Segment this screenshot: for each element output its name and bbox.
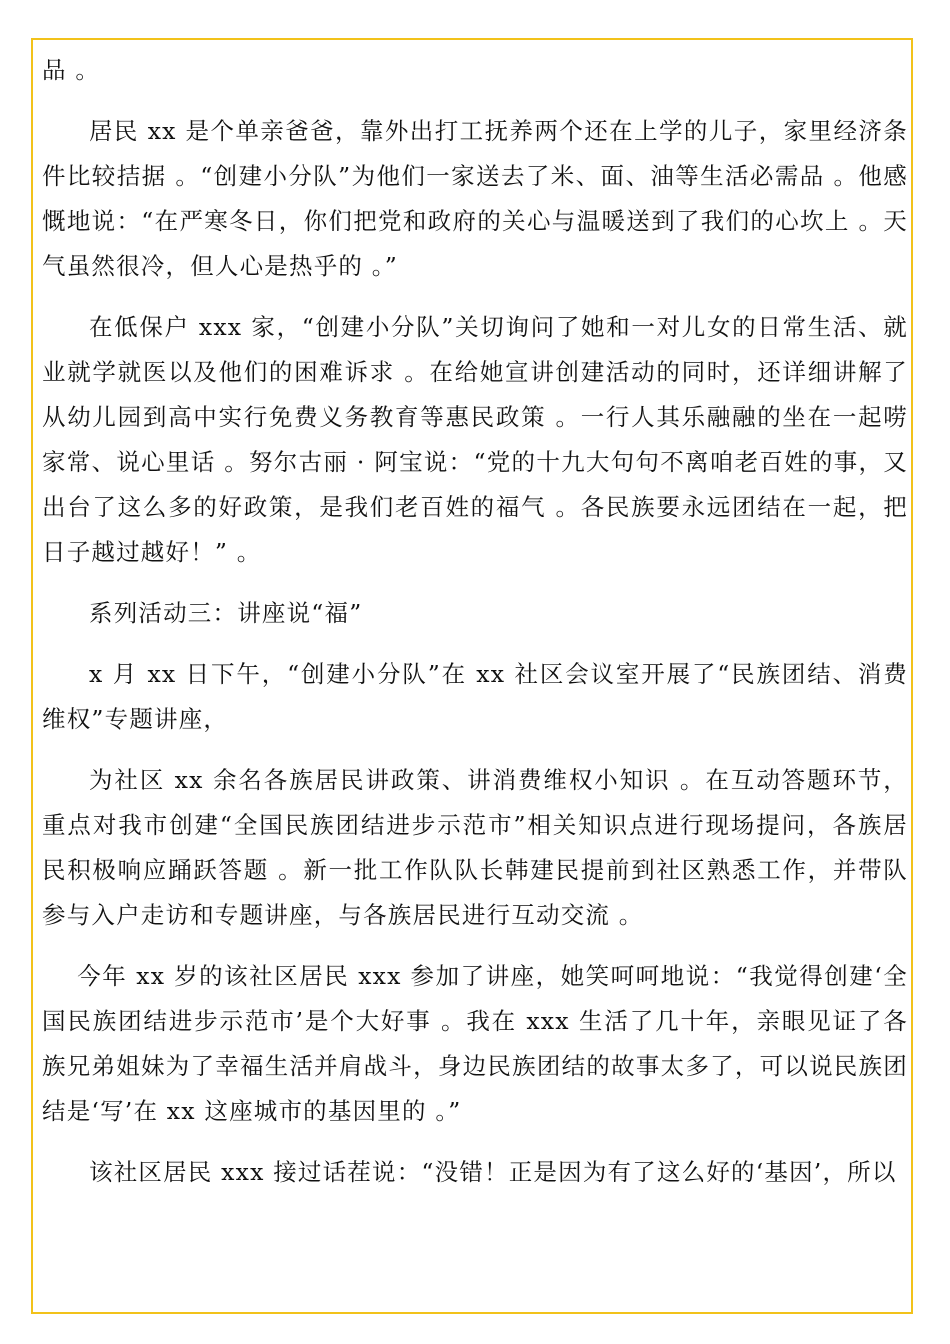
paragraph-4: x 月 xx 日下午，“创建小分队”在 xx 社区会议室开展了“民族团结、消费维权”专题讲座， — [42, 660, 908, 733]
paragraph-3: 在低保户 xxx 家，“创建小分队”关切询问了她和一对儿女的日常生活、就业就学就医以及他们的困难诉求 。在给她宣讲创建活动的同时，还详细讲解了从幼儿园到高中实行免费义务教育等惠民政策 。一行人其乐融融的坐在一起唠家常、说心里话 。努尔古丽 · 阿宝说：“党的十九大句句不离咱老百姓的事，又出台了这么多的好政策，是我们老百姓的福气 。各民族要永远团结在一起，把日子越过越好！” 。 — [42, 313, 908, 566]
document-body — [42, 48, 908, 1211]
paragraph-6: 今年 xx 岁的该社区居民 xxx 参加了讲座，她笑呵呵地说：“我觉得创建‘全国民族团结进步示范市’是个大好事 。我在 xxx 生活了几十年，亲眼见证了各族兄弟姐妹为了幸福生活并肩战斗，身边民族团结的故事太多了，可以说民族团结是‘写’在 xx 这座城市的基因里的 。” — [42, 962, 908, 1125]
paragraph-7: 该社区居民 xxx 接过话茬说：“没错！正是因为有了这么好的‘基因’，所以 — [89, 1158, 897, 1186]
paragraph-5: 为社区 xx 余名各族居民讲政策、讲消费维权小知识 。在互动答题环节，重点对我市创建“全国民族团结进步示范市”相关知识点进行现场提问，各族居民积极响应踊跃答题 。新一批工作队队长韩建民提前到社区熟悉工作，并带队参与入户走访和专题讲座，与各族居民进行互动交流 。 — [42, 766, 908, 929]
paragraph-2: 居民 xx 是个单亲爸爸，靠外出打工抚养两个还在上学的儿子，家里经济条件比较拮据 。“创建小分队”为他们一家送去了米、面、油等生活必需品 。他感慨地说：“在严寒冬日，你们把党和政府的关心与温暖送到了我们的心坎上 。天气虽然很冷，但人心是热乎的 。” — [42, 117, 908, 280]
section-heading: 系列活动三：讲座说“福” — [89, 599, 363, 627]
paragraph-1: 品 。 — [42, 56, 101, 84]
